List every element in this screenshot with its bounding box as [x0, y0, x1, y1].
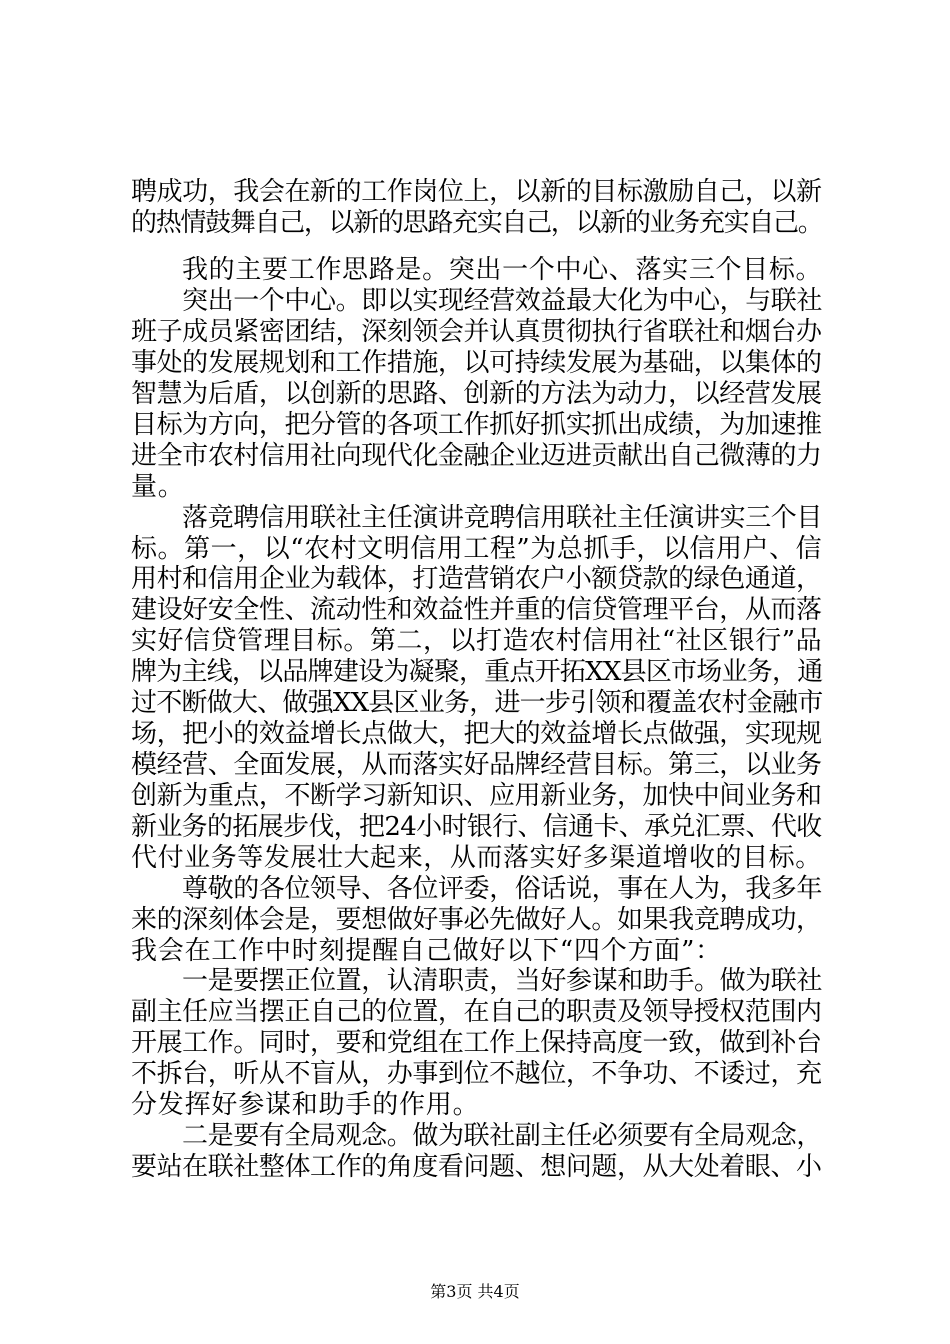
text-line: 我会在工作中时刻提醒自己做好以下“四个方面”： — [131, 936, 722, 966]
text-line: 创新为重点，不断学习新知识、应用新业务，加快中间业务和 — [131, 781, 822, 811]
text-line: 事处的发展规划和工作措施，以可持续发展为基础，以集体的 — [131, 348, 822, 378]
text-line: 的热情鼓舞自己，以新的思路充实自己，以新的业务充实自己。 — [131, 208, 823, 238]
text-line: 实好信贷管理目标。第二，以打造农村信用社“社区银行”品 — [131, 626, 823, 656]
text-line: 智慧为后盾，以创新的思路、创新的方法为动力，以经营发展 — [131, 379, 822, 409]
text-line: 要站在联社整体工作的角度看问题、想问题，从大处着眼、小 — [131, 1152, 822, 1182]
text-line: 突出一个中心。即以实现经营效益最大化为中心，与联社 — [182, 286, 823, 316]
text-line: 目标为方向，把分管的各项工作抓好抓实抓出成绩，为加速推 — [131, 410, 822, 440]
text-line: 班子成员紧密团结，深刻领会并认真贯彻执行省联社和烟台办 — [131, 317, 822, 347]
text-line: 聘成功，我会在新的工作岗位上，以新的目标激励自己，以新 — [131, 177, 822, 207]
text-line: 不拆台，听从不盲从，办事到位不越位，不争功、不诿过，充 — [131, 1059, 822, 1089]
text-line: 牌为主线，以品牌建设为凝聚，重点开拓XX县区市场业务，通 — [131, 657, 823, 687]
text-line: 二是要有全局观念。做为联社副主任必须要有全局观念， — [182, 1121, 823, 1151]
text-line: 尊敬的各位领导、各位评委，俗话说，事在人为，我多年 — [182, 874, 823, 904]
text-line: 量。 — [131, 472, 185, 502]
text-line: 用村和信用企业为载体，打造营销农户小额贷款的绿色通道， — [131, 564, 822, 594]
text-line: 代付业务等发展壮大起来，从而落实好多渠道增收的目标。 — [131, 843, 822, 873]
text-line: 过不断做大、做强XX县区业务，进一步引领和覆盖农村金融市 — [131, 688, 823, 718]
text-line: 开展工作。同时，要和党组在工作上保持高度一致，做到补台 — [131, 1028, 822, 1058]
text-line: 模经营、全面发展，从而落实好品牌经营目标。第三，以业务 — [131, 750, 822, 780]
text-line: 分发挥好参谋和助手的作用。 — [131, 1090, 480, 1120]
text-line: 标。第一，以“农村文明信用工程”为总抓手，以信用户、信 — [131, 534, 823, 564]
text-line: 一是要摆正位置，认清职责，当好参谋和助手。做为联社 — [182, 966, 823, 996]
text-line: 进全市农村信用社向现代化金融企业迈进贡献出自己微薄的力 — [131, 441, 822, 471]
text-line: 落竞聘信用联社主任演讲竞聘信用联社主任演讲实三个目 — [182, 503, 823, 533]
text-line: 副主任应当摆正自己的位置，在自己的职责及领导授权范围内 — [131, 997, 822, 1027]
text-line: 场，把小的效益增长点做大，把大的效益增长点做强，实现规 — [131, 719, 822, 749]
text-line: 来的深刻体会是，要想做好事必先做好人。如果我竞聘成功， — [131, 905, 822, 935]
page-footer: 第3页 共4页 — [430, 1282, 520, 1301]
text-line: 新业务的拓展步伐，把24小时银行、信通卡、承兑汇票、代收 — [131, 812, 822, 842]
text-line: 我的主要工作思路是。突出一个中心、落实三个目标。 — [182, 255, 823, 285]
text-line: 建设好安全性、流动性和效益性并重的信贷管理平台，从而落 — [131, 595, 822, 625]
